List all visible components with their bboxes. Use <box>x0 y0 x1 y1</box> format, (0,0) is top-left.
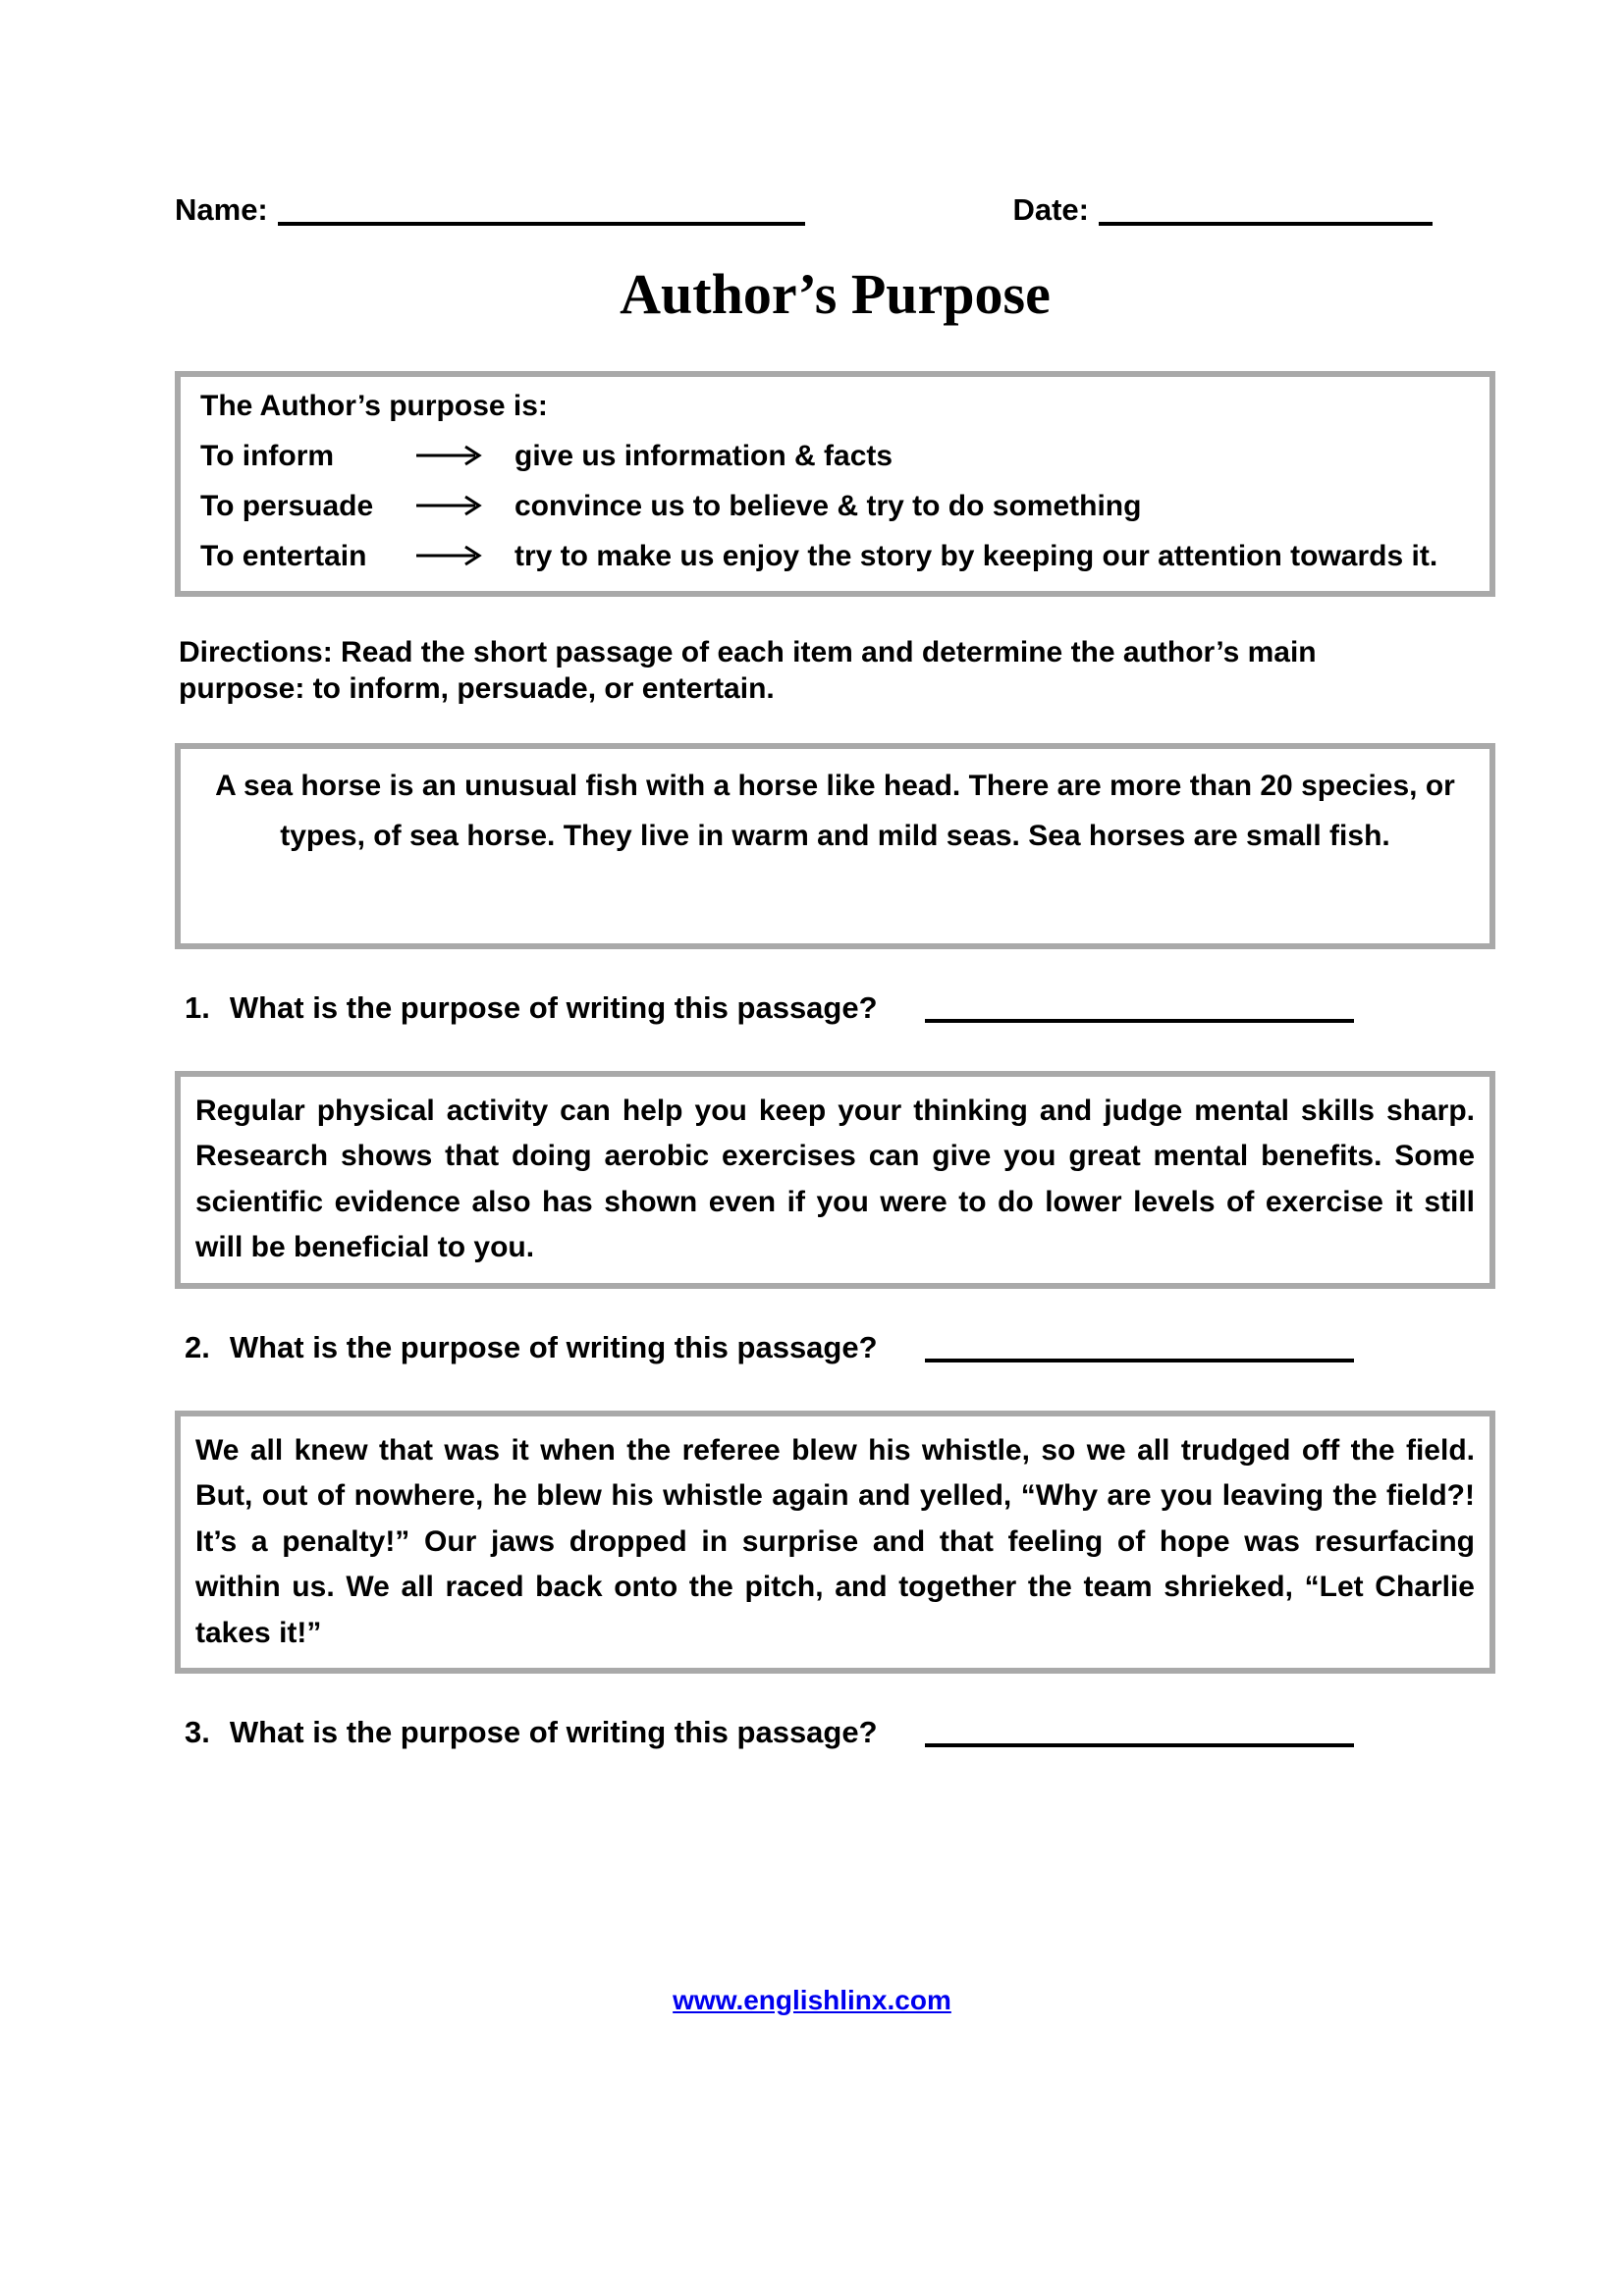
definition-inform: give us information & facts <box>514 439 893 472</box>
passage-box-1 <box>175 743 1495 949</box>
question-number-3: 3. <box>185 1715 210 1750</box>
page-title: Author’s Purpose <box>620 262 1051 326</box>
definition-row-persuade <box>200 487 1470 525</box>
answer-blank-3[interactable] <box>925 1743 1354 1747</box>
definition-entertain: try to make us enjoy the story by keeping our attention towards it. <box>514 539 1438 572</box>
passage-box-3 <box>175 1411 1495 1675</box>
answer-blank-2[interactable] <box>925 1359 1354 1362</box>
definition-persuade: convince us to believe & try to do something <box>514 489 1142 522</box>
name-blank-line[interactable] <box>278 222 805 226</box>
question-text-2: What is the purpose of writing this passage? <box>229 1329 878 1364</box>
term-entertain: To entertain <box>200 539 367 572</box>
date-label: Date: <box>1012 192 1089 227</box>
term-inform: To inform <box>200 439 335 472</box>
question-row-3 <box>175 1715 1495 1750</box>
passage-text-2: Regular physical activity can help you keep your thinking and judge mental skills sharp. Research shows that doing aerobic exercises can give you great mental benefits. Some scientific evidence also has shown even if you were to do lower levels of exercise it still will be beneficial to you. <box>195 1094 1475 1264</box>
englishlinx-link[interactable]: www.englishlinx.com <box>673 1985 951 2015</box>
answer-blank-1[interactable] <box>925 1019 1354 1023</box>
question-number-1: 1. <box>185 989 210 1025</box>
passage-text-3: We all knew that was it when the referee blew his whistle, so we all trudged off the field. But, out of nowhere, he blew his whistle again and yelled, “Why are you leaving the field?! It’s a penalty!” Our jaws dropped in surprise and that feeling of hope was resurfacing within us. We all raced back onto the pitch, and together the team shrieked, “Let Charlie takes it!” <box>195 1433 1475 1649</box>
name-label: Name: <box>175 192 268 227</box>
header-row <box>175 192 1495 228</box>
question-row-1 <box>175 990 1495 1026</box>
passage-text-1: A sea horse is an unusual fish with a horse like head. There are more than 20 species, or types, of sea horse. They live in warm and mild seas. Sea horses are small fish. <box>215 769 1455 853</box>
right-arrow-icon <box>414 543 491 568</box>
date-blank-line[interactable] <box>1099 222 1433 226</box>
definitions-heading: The Author’s purpose is: <box>200 389 548 422</box>
right-arrow-icon <box>414 443 491 468</box>
question-row-2 <box>175 1330 1495 1365</box>
definition-row-inform <box>200 437 1470 475</box>
question-text-3: What is the purpose of writing this passage? <box>229 1715 878 1750</box>
directions-text: Directions: Read the short passage of each item and determine the author’s main purpose: to inform, persuade, or entertain. <box>179 635 1317 706</box>
name-group <box>175 192 805 228</box>
date-group <box>1012 192 1433 228</box>
passage-box-2 <box>175 1071 1495 1289</box>
right-arrow-icon <box>414 493 491 518</box>
question-number-2: 2. <box>185 1329 210 1364</box>
definitions-box <box>175 371 1495 597</box>
definition-row-entertain <box>200 537 1470 575</box>
term-persuade: To persuade <box>200 489 374 522</box>
question-text-1: What is the purpose of writing this passage? <box>229 989 878 1025</box>
footer <box>0 1985 1624 2016</box>
